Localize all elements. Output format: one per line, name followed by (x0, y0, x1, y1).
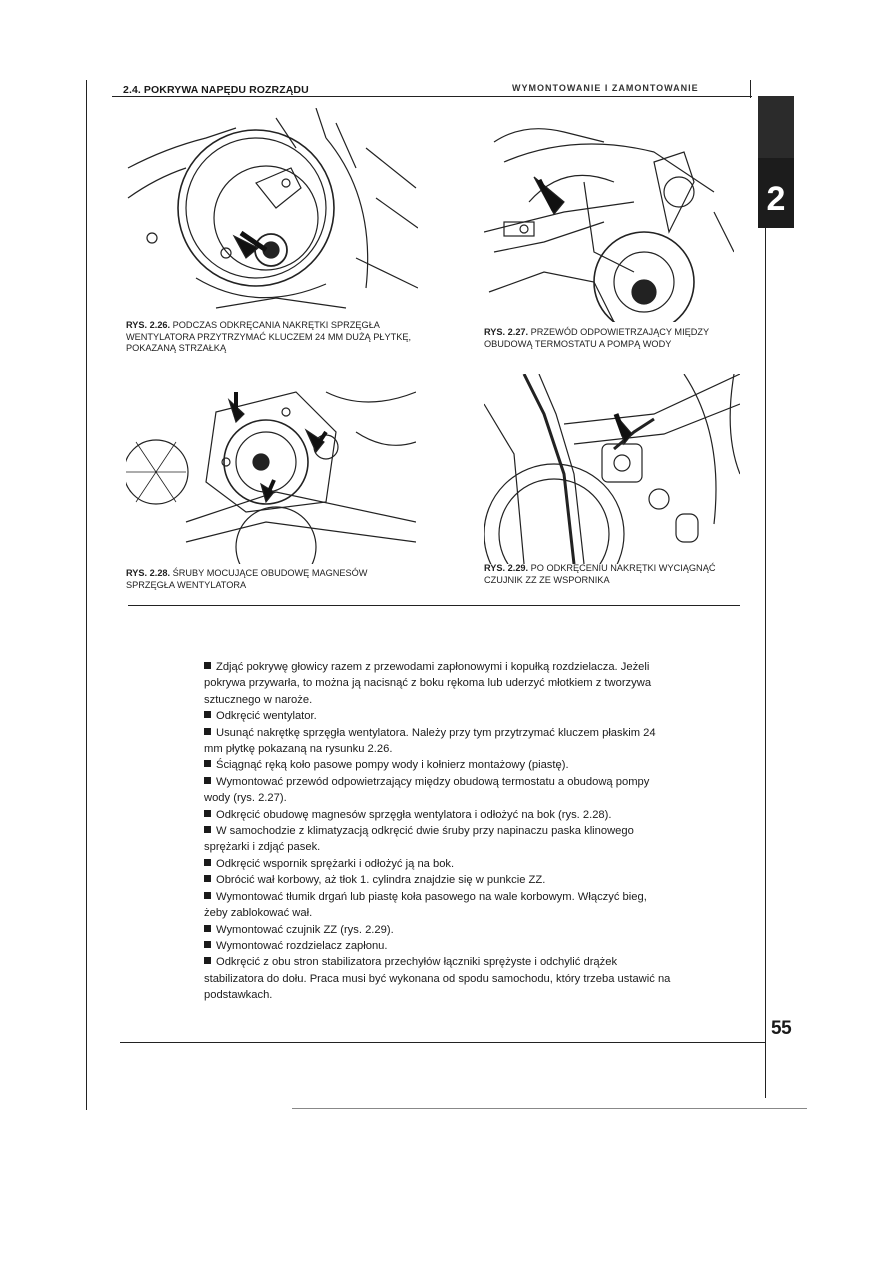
instruction-item: Odkręcić z obu stron stabilizatora przechyłów łączniki sprężyste i odchylić drążek stabilizatora do dołu. Praca musi być wykonana od spodu samochodu, który trzeba ustawić na podstawkach. (204, 956, 671, 1002)
instruction-item: Odkręcić wentylator. (204, 708, 672, 724)
figure-2-28-text: ŚRUBY MOCUJĄCE OBUDOWĘ MAGNESÓW SPRZĘGŁA WENTYLATORA (126, 568, 368, 590)
figure-2-28-caption (126, 568, 416, 591)
chapter-number: 2 (766, 180, 786, 218)
instruction-item: Usunąć nakrętkę sprzęgła wentylatora. Należy przy tym przytrzymać kluczem płaskim 24 mm płytkę pokazaną na rysunku 2.26. (204, 726, 656, 756)
instruction-item: Wymontować przewód odpowietrzający między obudową termostatu a obudową pompy wody (rys. 2.27). (204, 775, 650, 805)
bullet-icon (204, 810, 211, 817)
instruction-item: Obrócić wał korbowy, aż tłok 1. cylindra znajdzie się w punkcie ZZ. (204, 872, 672, 888)
bullet-icon (204, 875, 211, 882)
instruction-item: W samochodzie z klimatyzacją odkręcić dwie śruby przy napinaczu paska klinowego sprężarki i zdjąć pasek. (204, 825, 634, 854)
bullet-icon (204, 859, 211, 866)
figure-2-28-label: RYS. 2.28. (126, 568, 171, 578)
section-title: 2.4. POKRYWA NAPĘDU ROZRZĄDU (123, 84, 309, 96)
figure-2-27-image (484, 122, 734, 322)
instruction-item: Wymontować tłumik drgań lub piastę koła pasowego na wale korbowym. Włączyć bieg, żeby zablokować wał. (204, 890, 647, 920)
figure-2-27-label: RYS. 2.27. (484, 327, 529, 337)
figure-2-29-text: PO ODKRĘCENIU NAKRĘTKI WYCIĄGNĄĆ CZUJNIK ZZ ZE WSPORNIKA (484, 563, 716, 585)
bullet-icon (204, 892, 211, 899)
bullet-icon (204, 925, 211, 932)
instructions-list (204, 659, 672, 1004)
left-margin-line (86, 80, 87, 1110)
bullet-icon (204, 957, 211, 964)
instruction-item: Wymontować rozdzielacz zapłonu. (204, 938, 672, 954)
instruction-item: Odkręcić obudowę magnesów sprzęgła wentylatora i odłożyć na bok (rys. 2.28). (204, 807, 672, 823)
figures-bottom-rule (128, 605, 740, 606)
instruction-item: Wymontować czujnik ZZ (rys. 2.29). (204, 922, 672, 938)
bullet-icon (204, 662, 211, 669)
figure-2-27-caption (484, 327, 744, 350)
bullet-icon (204, 941, 211, 948)
instruction-item: Ściągnąć ręką koło pasowe pompy wody i kołnierz montażowy (piastę). (204, 757, 672, 773)
right-margin-line-lower (765, 228, 766, 1098)
figure-2-29-label: RYS. 2.29. (484, 563, 529, 573)
figure-2-26-image (126, 108, 418, 314)
running-title: WYMONTOWANIE I ZAMONTOWANIE (512, 83, 699, 93)
figure-2-26-label: RYS. 2.26. (126, 320, 171, 330)
chapter-tab-shadow (758, 96, 794, 158)
figure-2-27-text: PRZEWÓD ODPOWIETRZAJĄCY MIĘDZY OBUDOWĄ TERMOSTATU A POMPĄ WODY (484, 327, 709, 349)
page-number: 55 (771, 1018, 792, 1039)
instruction-item: Odkręcić wspornik sprężarki i odłożyć ją na bok. (204, 856, 672, 872)
figure-2-28-image (126, 372, 416, 564)
header-rule (112, 96, 752, 97)
figure-2-26-caption (126, 320, 426, 355)
figure-2-26-text: PODCZAS ODKRĘCANIA NAKRĘTKI SPRZĘGŁA WENTYLATORA PRZYTRZYMAĆ KLUCZEM 24 MM DUŻĄ PŁYTKĘ, POKAZANĄ STRZAŁKĄ (126, 320, 412, 353)
bullet-icon (204, 728, 211, 735)
text-bottom-rule (120, 1042, 765, 1043)
figure-2-29-caption (484, 563, 744, 586)
bullet-icon (204, 760, 211, 767)
instruction-item: Zdjąć pokrywę głowicy razem z przewodami zapłonowymi i kopułką rozdzielacza. Jeżeli pokrywa przywarła, to można ją nacisnąć z boku rękoma lub uderzyć młotkiem z tworzywa sztucznego w naroże. (204, 661, 652, 706)
bullet-icon (204, 777, 211, 784)
bullet-icon (204, 711, 211, 718)
figure-2-29-image (484, 374, 740, 564)
chapter-tab (758, 96, 794, 228)
page-bottom-rule (292, 1108, 807, 1109)
bullet-icon (204, 826, 211, 833)
